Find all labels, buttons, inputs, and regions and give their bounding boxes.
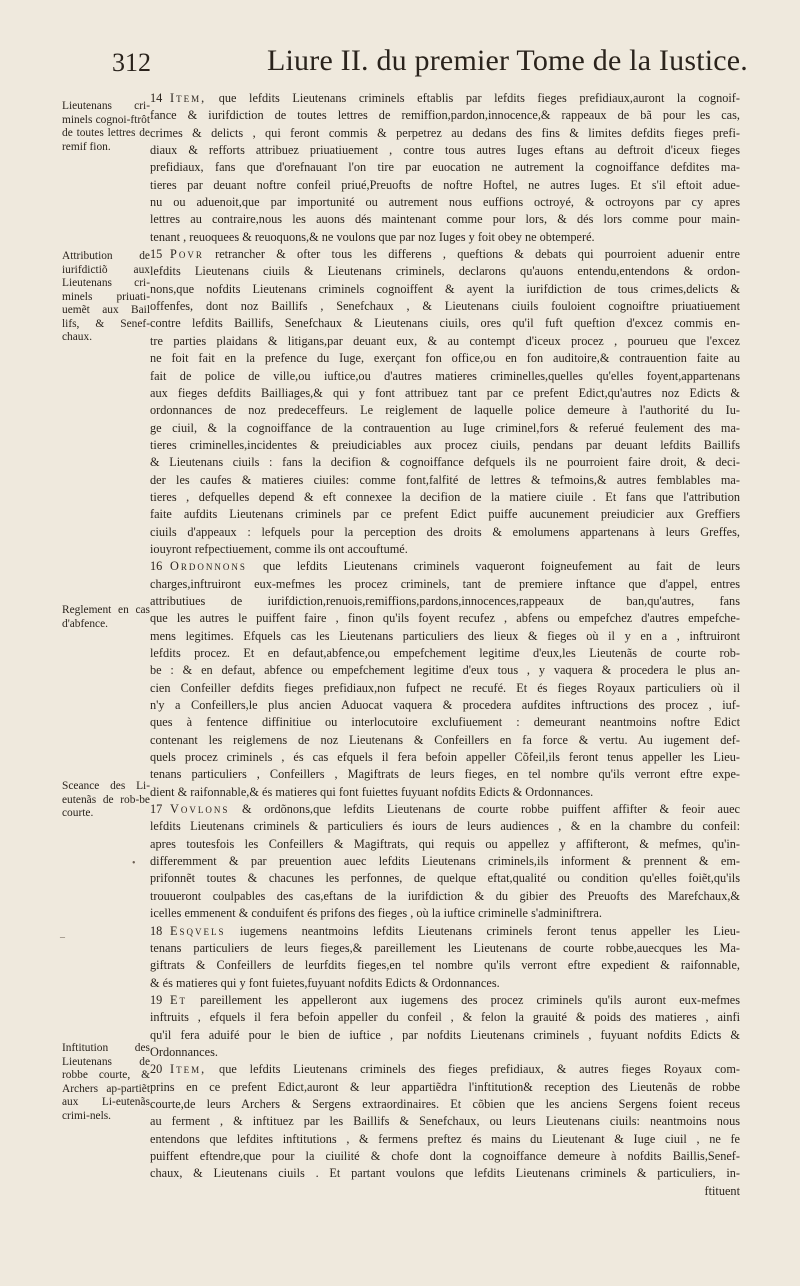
text-line [150,385,740,402]
text-line [150,645,740,662]
line-text: Ordonnances. [150,1044,218,1059]
text-line [150,836,740,853]
line-text: fance & iurifdiction de toutes lettres de remiffion,pardon,innocence,& rappeaux de bã pour les cas, [150,108,740,123]
text-line [150,194,740,211]
line-text: mens legitimes. Efquels cas les Lieutenans particuliers des lieux & fieges où il y en a , inftruiront [150,628,740,643]
line-text: chaux, & Lieutenans ciuils . Et partant voulons que lefdits Lieutenans criminels & particuliers, in- [150,1166,740,1181]
text-line [150,714,740,731]
line-text: & és matieres qui y font fuietes,fuyuant nofdits Edicts & Ordonnances. [150,975,500,990]
line-text: prifonnẽt toutes & chacunes les perfonnes, de quelque eftat,qualité ou condition qu'elles foiẽt,qu'ils [150,871,740,886]
text-line [150,437,740,454]
line-text: dient & raifonnable,& és matieres qui font fuiettes fuyuant nofdits Edicts & Ordonnances. [150,784,594,799]
text-line [150,975,740,992]
paragraph-number: 20 [150,1062,163,1077]
line-text: ciuils d'appeaux : lefquels pour la perception des droits & emolumens appartenans à leurs Greffes, [150,524,740,539]
text-line [150,628,740,645]
paragraph-lead-word: Et [170,992,188,1007]
line-text: ordonnances de noz predeceffeurs. Le reiglement de laquelle police demeure à l'authorité du Iu- [150,403,740,418]
text-line [150,593,740,610]
text-line [150,281,740,298]
paragraph-number: 18 [150,923,163,938]
text-line [150,402,740,419]
paragraph-lead-word: Esqvels [170,923,226,938]
line-text: n'y a Confeillers,le plus ancien Aduocat vaquera & procedera aufdites inftructions des procez , iuf- [150,698,740,713]
text-line [150,1165,740,1182]
line-text: icelles emmenent & conduifent és prifons des fieges , où la iuftice criminelle s'adminiftrera. [150,906,602,921]
text-line [150,315,740,332]
line-text: quels procez criminels , és cas efquels il fera befoin appeller Cõfeil,ils feront tenus appeller les Lieu- [150,750,740,765]
text-line [150,992,740,1009]
text-line [150,298,740,315]
line-text: contenant les reiglemens de noz Lieutenans & Confeillers en fa force & vertu. Au iugement def- [150,732,740,747]
text-line [150,1113,740,1130]
line-text: contre lefdits Baillifs, Senefchaux & Lieutenans ciuils, ores qu'il fuft queftion d'excez commis en- [150,316,740,331]
line-text: iugemens neantmoins lefdits Lieutenans criminels feront tenus appeller les Lieu- [240,923,740,938]
decorative-mark: – [60,932,65,943]
text-line [150,801,740,818]
line-text: lefdits procez. Et en defaut,abfence,ou empefchement legitime d'eux,les Lieutenãs de courte rob- [150,646,740,660]
margin-note: Sceance des Li-eutenãs de rob-be courte. [62,780,150,819]
text-line [150,818,740,835]
line-text: que lefdits Lieutenans criminels eftablis par lefdits fieges prefidiaux,auront la cognoif- [218,91,740,105]
text-line [150,246,740,263]
line-text: attributiues de iurifdiction,renuois,remiffions,pardons,innocences,rappeaux de ban,qu'autres, fans [150,593,740,608]
line-text: nu ou aduenoit,que par importunité ou autrement nous euffions octroyé, & octroyons par cy apres [150,195,740,210]
line-text: tre parties plaidans & litigans,par deuant eux, & au contempt d'iceux procez , pourueu que l'excez [150,333,740,348]
text-line [150,1061,740,1078]
text-line [150,957,740,974]
line-text: tieres par deuant noftre confeil priué,Preuofts de noftre Hoftel, ne autres Iuges. Et s'il eftoit adue- [150,177,740,192]
line-text: tenans particuliers , Confeillers , Magiftrats de leurs fieges, en tel nombre qu'ils verront eftre expe- [150,767,740,782]
paragraph-lead-word: Povr [170,247,204,262]
line-text: inftruits , efquels il fera befoin appeller du confeil , & felon la grauité & poids des matieres , ainfi [150,1010,740,1025]
text-line [150,749,740,766]
paragraph-number: 14 [150,91,163,105]
line-text: tenant , reuoquees & reuoquons,& ne voulons que par noz Iuges y foit obey ne obtemperé. [150,229,595,244]
line-text: offenfes, dont noz Baillifs , Senefchaux , & Lieutenans ciuils fouloient cognoiftre priuatiuement [150,299,740,314]
line-text: faite aufdits Lieutenans criminels par ce prefent Edict puiffe aucunement preiudicier aux Greffiers [150,507,740,522]
line-text: au ferment , & inftituez par les Baillifs & Senefchaux, ou leurs Lieutenans ciuils: neantmoins nous [150,1114,740,1129]
line-text: puiffent eftendre,que pour la ciuilité & chofe dont la cognoiffance demeure à nofdits Baillis,Senef- [150,1148,740,1163]
text-line [150,784,740,801]
text-line [150,350,740,367]
text-line [150,229,740,246]
page-header [62,44,748,82]
line-text: der les caufes & matieres ciuiles: comme font,falfité de lettres & tefmoins,& autres femblables ma- [150,472,740,487]
line-text: que les autres le puiffent faire , finon qu'ils foyent recufez , abfens ou empefchez d'autres empefche- [150,611,740,626]
paragraph-number: 16 [150,559,163,574]
paragraph [150,1061,740,1200]
text-line [150,923,740,940]
line-text: tieres , defquelles depend & eft connexee la decifion de la matiere ciuile . Et fans que l'attribution [150,489,740,504]
line-text: pareillement les appelleront aux iugemens des procez criminels qu'ils auront eux-mefmes [200,992,740,1007]
line-text: trouueront coulpables des cas,eftans de la iurifdiction & du gibier des Preuofts des Marefchaux,& [150,888,740,903]
text-line [150,263,740,280]
text-line [150,506,740,523]
line-text: iouyront refpectiuement, comme ils ont accouftumé. [150,541,408,556]
paragraph [150,801,740,922]
line-text: & ordõnons,que lefdits Lieutenans de courte robbe puiffent affifter & feoir auec [242,802,740,817]
margin-note: Reglement en cas d'abfence. [62,604,150,630]
line-text: ne foit fait en la prefence du Iuge, exerçant fon office,ou en fon auditoire,& contrauention faite au [150,351,740,366]
text-line [150,1044,740,1061]
line-text: lettres au contraire,nous les auons dés maintenant comme pour lors, & dés lors comme pour main- [150,212,740,227]
text-line [150,732,740,749]
line-text: entendons que lefdites inftitutions , & fermens preftez és mains du Lieutenant & Iuge ciuil , ne fe [150,1131,740,1146]
line-text: que lefdits Lieutenans criminels des fieges prefidiaux, & autres fieges Royaux com- [219,1062,740,1077]
line-text: aux fieges defdits Bailliages,& qui y font attribuez tant par ce prefent Edict,qu'autres noz Edicts & [150,385,740,400]
line-text: prins en ce prefent Edict,auront & leur appartiẽdra l'inftitution& reception des Lieutenãs de robbe [150,1079,740,1094]
line-text: lefdits Lieutenans criminels & particuliers és iours de leurs audiences , & en la chambre du confeil: [150,819,740,834]
line-text: retrancher & ofter tous les differens , queftions & debats qui pourroient aduenir entre [215,247,740,262]
paragraph [150,90,740,246]
line-text: prefidiaux, fans que d'orefnauant l'on tire par euocation ne autrement la cognoiffance defdites ma- [150,160,740,175]
margin-note: Attribution de iurifdictiõ aux Lieutenans cri-minels priuati-uemẽt aux Bail lifs, & Senef-chaux. [62,250,150,343]
text-line [150,489,740,506]
text-line [150,905,740,922]
text-line [150,524,740,541]
text-line [150,1096,740,1113]
paragraph-lead-word: Ordonnons [170,559,247,574]
text-line [150,142,740,159]
line-text: fait de police de ville,ou iuftice,ou d'autres matieres criminelles,quelles qu'elles foyent,appartenans [150,368,740,383]
paragraph-lead-word: Vovlons [170,802,230,817]
text-line [150,576,740,593]
text-line [150,159,740,176]
text-line [150,368,740,385]
line-text: differemment & par preuention auec lefdits Lieutenans criminels,ils informent & prennent & em- [150,854,740,869]
line-text: nons,que nofdits Lieutenans criminels cognoiffent & ayent la iurifdiction de tous crimes,delicts & [150,281,740,296]
line-text: ge ciuil, & la cognoiffance de la contrauention au Iuge criminel,fors & referué feulement des ma- [150,420,740,435]
paragraph-lead-word: Item, [170,91,207,105]
text-line [150,472,740,489]
text-line [150,558,740,575]
running-title: Liure II. du premier Tome de la Iustice. [267,44,748,77]
main-text-block [150,90,740,1200]
catchword: ftituent [704,1183,740,1198]
text-line [150,697,740,714]
text-line [150,870,740,887]
line-text: be : & en defaut, abfence ou empefchement legitime d'eux tous , y vaquera & procedera le plus an- [150,663,740,678]
decorative-mark: • [132,858,136,869]
text-line [150,211,740,228]
line-text: crimes & delicts , qui feront commis & perpetrez au dedans des fins & limites defdits fieges prefi- [150,125,740,140]
line-text: tieres criminelles,incidentes & preiudiciables aux procez ciuils, pendans par deuant lefdits Baillifs [150,437,740,452]
line-text: tenans particuliers de leurs fieges,& pareillement les Lieutenans de courte robbe,auecques les Ma- [150,940,740,955]
text-line [150,766,740,783]
paragraph-number: 15 [150,247,163,262]
text-line [150,662,740,679]
text-line [150,680,740,697]
text-line [150,1009,740,1026]
text-line [150,1131,740,1148]
text-line [150,1079,740,1096]
paragraph-lead-word: Item, [170,1062,207,1077]
text-line [150,541,740,558]
paragraph-number: 19 [150,992,163,1007]
paragraph [150,246,740,558]
text-line [150,940,740,957]
paragraph-number: 17 [150,802,163,817]
text-line [150,888,740,905]
text-line [150,454,740,471]
paragraph [150,992,740,1061]
text-line [150,853,740,870]
paragraph [150,923,740,992]
line-text: qu'il fera aduifé pour le bien de iuftice , par nofdits Lieutenans criminels , fuyuant nofdits Edicts & [150,1027,740,1042]
text-line [150,333,740,350]
line-text: apres toutesfois les Confeillers & Magiftrats, qui requis ou appellez y affifteront, & mefmes, qu'in- [150,836,740,851]
text-line [150,420,740,437]
line-text: cien Confeiller defdits fieges prefidiaux,non fufpect ne recufé. Et és fieges Royaux particuliers où il [150,680,740,695]
line-text: que lefdits Lieutenans criminels vaqueront foigneufement au fait de leurs [262,559,740,574]
text-line [150,610,740,627]
text-line [150,177,740,194]
text-line [150,1027,740,1044]
margin-note: Lieutenans cri-minels cognoi-ftrôt de toutes lettres de remif fion. [62,100,150,153]
page-number: 312 [112,48,151,77]
text-line [150,1148,740,1165]
paragraph [150,558,740,801]
text-line [150,107,740,124]
line-text: charges,inftruiront eux-mefmes les procez criminels, tant de premiere inftance que d'appel, entres [150,576,740,591]
margin-note: Inftitution des Lieutenans de robbe courte, & Archers ap-partiẽt aux Li-eutenãs crimi-nels. [62,1042,150,1122]
text-line [150,125,740,142]
line-text: courte,de leurs Archers & Sergens extraordinaires. Et cõbien que les anciens Sergens foient receus [150,1096,740,1111]
text-line [150,90,740,107]
line-text: & Lieutenans ciuils : fans la decifion & cognoiffance defquels ils ne pourroient faire droit, & deci- [150,455,740,470]
line-text: lefdits Lieutenans ciuils & Lieutenans criminels, declarons qu'auons entendu,entendons & ordon- [150,264,740,279]
line-text: diaux & refforts attribuez priuatiuement , contre tous autres Iuges eftans au deftroit d'iceux fieges [150,143,740,158]
line-text: ques à fentence diffinitiue ou interlocutoire exclufiuement : demeurant neantmoins noftre Edict [150,715,740,730]
line-text: giftrats & Confeillers de leurfdits fieges,en tel nombre qu'ils verront eftre expedient & raifonnable, [150,958,740,973]
